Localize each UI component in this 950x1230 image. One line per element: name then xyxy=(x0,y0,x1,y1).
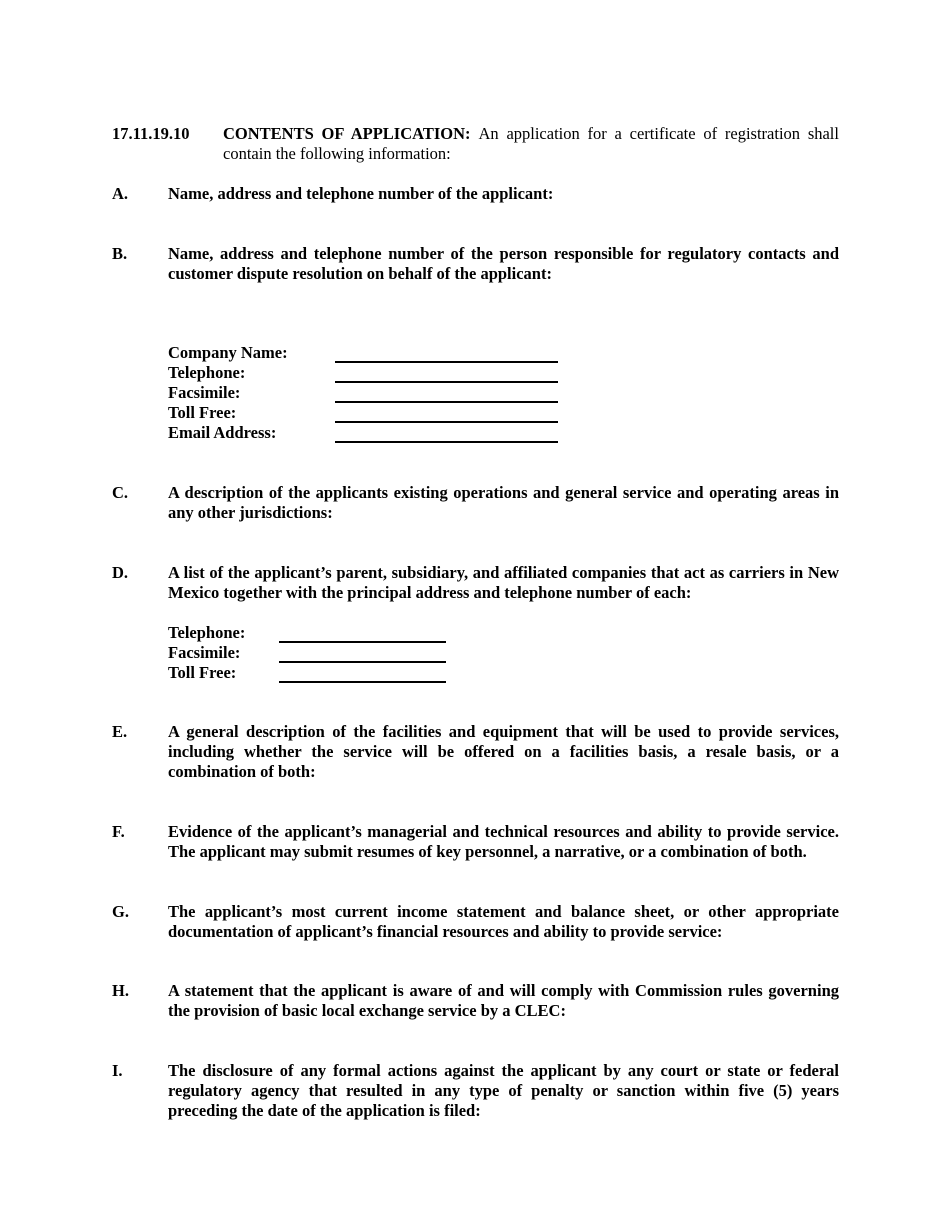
telephone-field[interactable] xyxy=(279,641,446,643)
section-title: CONTENTS OF APPLICATION: xyxy=(223,124,471,143)
item-d xyxy=(112,563,839,603)
field-label: Telephone: xyxy=(168,363,246,382)
item-e xyxy=(112,722,839,782)
field-label: Toll Free: xyxy=(168,663,237,682)
item-letter: G. xyxy=(112,902,129,921)
item-text: Evidence of the applicant’s managerial and technical resources and ability to provide service. The applicant may submit resumes of key personnel, a narrative, or a combination of both. xyxy=(168,822,839,861)
item-h xyxy=(112,981,839,1021)
toll-free-field[interactable] xyxy=(335,421,558,423)
item-letter: A. xyxy=(112,184,129,203)
section-number: 17.11.19.10 xyxy=(112,124,190,143)
section-intro xyxy=(223,124,839,164)
item-a xyxy=(112,184,839,204)
item-letter: F. xyxy=(112,822,125,841)
company-name-field[interactable] xyxy=(335,361,558,363)
item-letter: E. xyxy=(112,722,128,741)
item-text: A statement that the applicant is aware of and will comply with Commission rules governing the provision of basic local exchange service by a CLEC: xyxy=(168,981,839,1020)
item-text: The applicant’s most current income statement and balance sheet, or other appropriate documentation of applicant’s financial resources and ability to provide service: xyxy=(168,902,839,941)
item-g xyxy=(112,902,839,942)
item-b xyxy=(112,244,839,284)
section-intro-text: An application for a certificate of registration shall contain the following information: xyxy=(223,124,839,163)
field-label: Telephone: xyxy=(168,623,246,642)
item-letter: H. xyxy=(112,981,129,1000)
item-c xyxy=(112,483,839,523)
toll-free-field[interactable] xyxy=(279,681,446,683)
field-label: Facsimile: xyxy=(168,383,241,402)
item-i xyxy=(112,1061,839,1121)
field-label: Email Address: xyxy=(168,423,277,442)
item-letter: I. xyxy=(112,1061,123,1080)
item-text: The disclosure of any formal actions against the applicant by any court or state or federal regulatory agency that resulted in any type of penalty or sanction within five (5) years preceding the date of the application is filed: xyxy=(168,1061,839,1120)
facsimile-field[interactable] xyxy=(279,661,446,663)
item-text: Name, address and telephone number of the applicant: xyxy=(168,184,554,203)
item-text: A general description of the facilities and equipment that will be used to provide services, including whether the service will be offered on a facilities basis, a resale basis, or a combination of both: xyxy=(168,722,839,781)
field-label: Facsimile: xyxy=(168,643,241,662)
telephone-field[interactable] xyxy=(335,381,558,383)
facsimile-field[interactable] xyxy=(335,401,558,403)
email-address-field[interactable] xyxy=(335,441,558,443)
item-f xyxy=(112,822,839,862)
item-letter: C. xyxy=(112,483,129,502)
field-label: Toll Free: xyxy=(168,403,237,422)
item-letter: D. xyxy=(112,563,129,582)
field-label: Company Name: xyxy=(168,343,288,362)
item-text: Name, address and telephone number of the person responsible for regulatory contacts and customer dispute resolution on behalf of the applicant: xyxy=(168,244,839,283)
item-text: A description of the applicants existing operations and general service and operating areas in any other jurisdictions: xyxy=(168,483,839,522)
item-letter: B. xyxy=(112,244,128,263)
section-header xyxy=(112,124,839,164)
item-text: A list of the applicant’s parent, subsidiary, and affiliated companies that act as carriers in New Mexico together with the principal address and telephone number of each: xyxy=(168,563,839,602)
